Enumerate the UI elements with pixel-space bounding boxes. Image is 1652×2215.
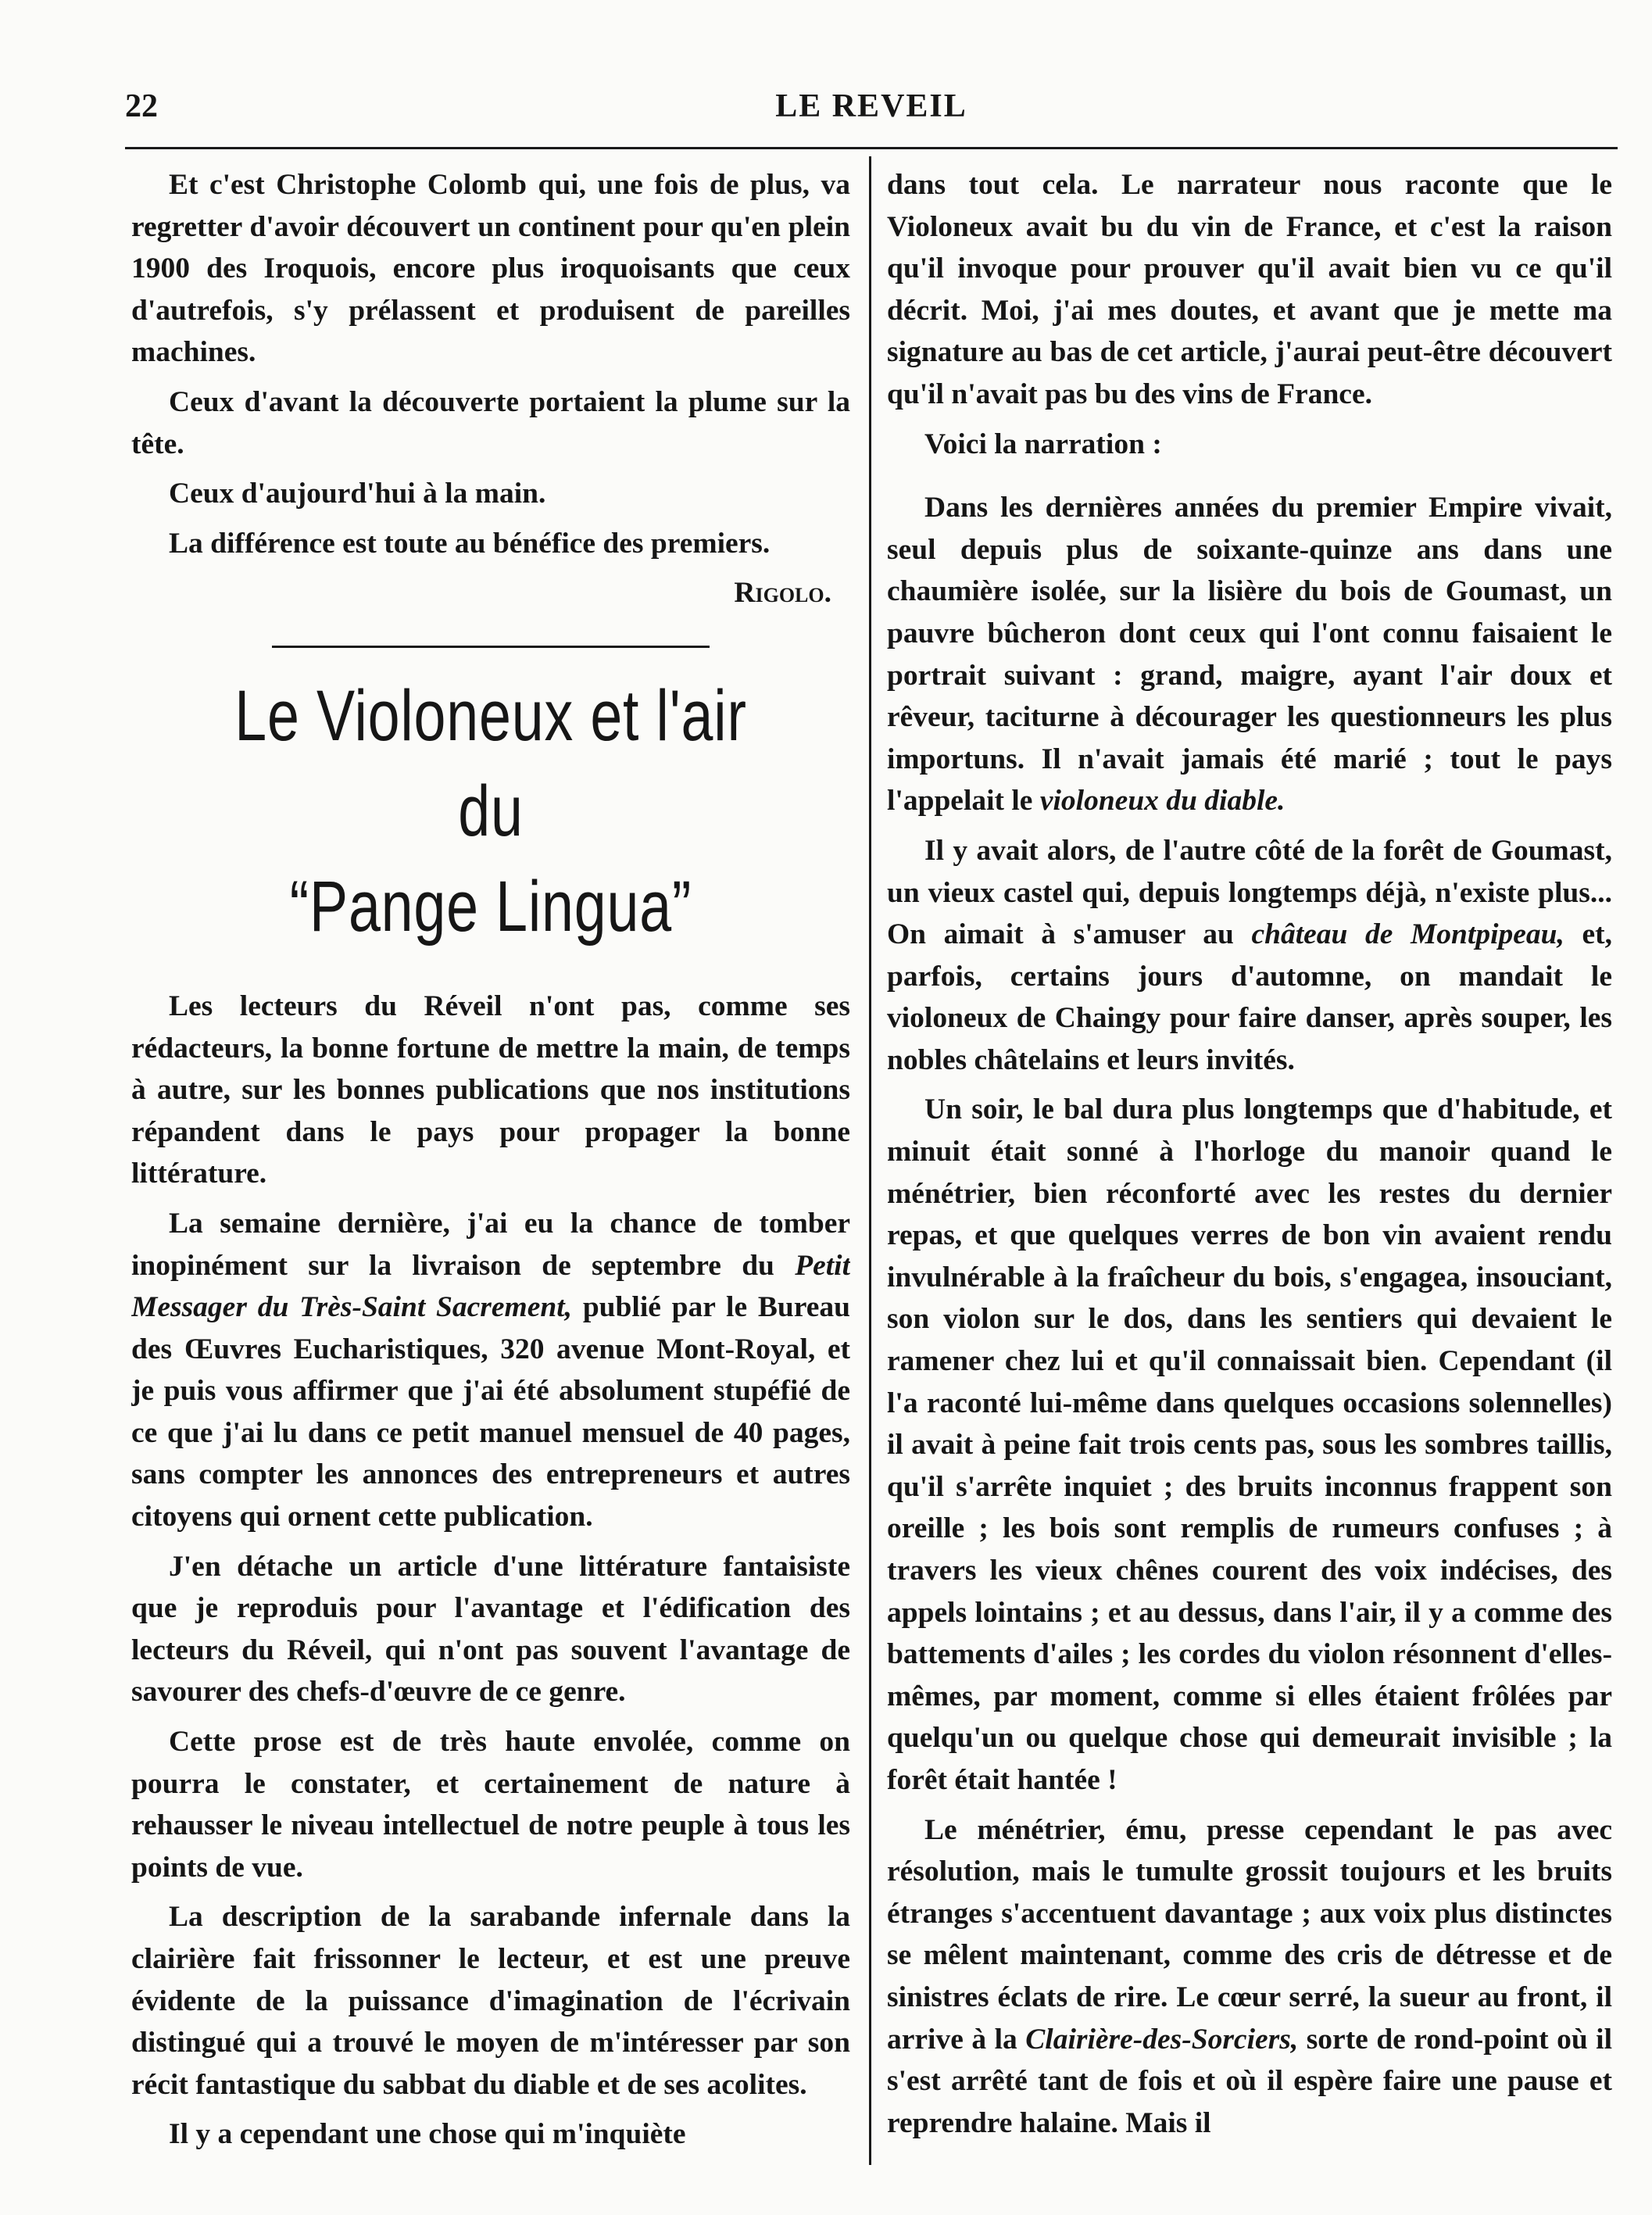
narration-paragraph	[887, 830, 1612, 1082]
article-paragraph	[131, 1203, 850, 1538]
narration-paragraph: Un soir, le bal dura plus longtemps que d'habitude, et minuit était sonné à l'horloge du manoir quand le ménétrier, bien réconforté avec les restes du dernier repas, et que quelques verres de bon vin avaient rendu invulnérable à la fraîcheur du bois, s'engagea, insouciant, son violon sur le dos, dans les sentiers qui devaient le ramener chez lui et qu'il connaissait bien. Cependant (il l'a raconté lui-même dans quelques occasions solennelles) il avait à peine fait trois cents pas, sous les sombres taillis, qu'il s'arrête inquiet ; des bruits inconnus frappent son oreille ; les bois sont remplis de rumeurs confuses ; à travers les vieux chênes courent des voix indécises, des appels lointains ; et au dessus, dans l'air, il y a comme des battements d'ailes ; les cordes du violon résonnent d'elles-mêmes, par moment, comme si elles étaient frôlées par quelqu'un ou quelque chose qui demeurait invisible ; la forêt était hantée !	[887, 1093, 1612, 1796]
article-paragraph: Les lecteurs du Réveil n'ont pas, comme ses rédacteurs, la bonne fortune de mettre la main, de temps à autre, sur les bonnes publications que nos institutions répandent dans le pays pour propager la bonne littérature.	[131, 989, 850, 1190]
header-rule	[125, 147, 1618, 149]
page-number: 22	[125, 88, 158, 124]
column-divider	[869, 156, 871, 2165]
paragraph-text: publié par le Bureau des Œuvres Eucharistiques, 320 avenue Mont-Royal, et je puis vous affirmer que j'ai été absolument stupéfié de ce que j'ai lu dans ce petit manuel mensuel de 40 pages, sans compter les annonces des entrepreneurs et autres citoyens qui ornent cette publication.	[131, 1291, 850, 1533]
publication-title: Petit Messager du Très-Saint Sacrement,	[131, 1249, 850, 1324]
italic-place-name: Clairière-des-Sorciers,	[1025, 2023, 1299, 2056]
article-paragraph: Cette prose est de très haute envolée, comme on pourra le constater, et certainement de nature à rehausser le niveau intellectuel de notre peuple à tous les points de vue.	[131, 1726, 850, 1884]
closing-paragraph: Ceux d'aujourd'hui à la main.	[169, 478, 546, 510]
article-title-line-2: “Pange Lingua”	[289, 866, 692, 946]
article-paragraph: J'en détache un article d'une littérature fantaisiste que je reproduis pour l'avantage et l'édification des lecteurs du Réveil, qui n'ont pas souvent l'avantage de savourer des chefs-d'œuvre de ce genre.	[131, 1550, 850, 1709]
page-header	[125, 88, 1618, 134]
author-signature: Rigolo.	[734, 577, 831, 610]
paragraph-text: Dans les dernières années du premier Empire vivait, seul depuis plus de soixante-quinze ans dans une chaumière isolée, sur la lisière du bois de Goumast, un pauvre bûcheron dont ceux qui l'ont connu faisaient le portrait suivant : grand, maigre, ayant l'air doux et rêveur, taciturne à décourager les questionneurs les plus importuns. Il n'avait jamais été marié ; tout le pays l'appelait le	[887, 492, 1612, 818]
paragraph-text: Le ménétrier, ému, presse cependant le pas avec résolution, mais le tumulte grossit toujours et les bruits étranges s'accentuent davantage ; aux voix plus distinctes se mêlent maintenant, comme des cris de détresse et de sinistres éclats de rire. Le cœur serré, la sueur au front, il arrive à la	[887, 1813, 1612, 2056]
right-column	[887, 164, 1612, 2165]
closing-paragraph: Et c'est Christophe Colomb qui, une fois de plus, va regretter d'avoir découvert un continent pour qu'en plein 1900 des Iroquois, encore plus iroquoisants que ceux d'autrefois, s'y prélassent et produisent de pareilles machines.	[131, 169, 850, 369]
article-paragraph: Voici la narration :	[924, 428, 1162, 460]
paragraph-text: Il y avait alors, de l'autre côté de la forêt de Goumast, un vieux castel qui, depuis longtemps déjà, n'existe plus... On aimait à s'amuser au	[887, 834, 1612, 951]
narration-paragraph	[887, 1809, 1612, 2145]
closing-paragraph: Ceux d'avant la découverte portaient la plume sur la tête.	[131, 385, 850, 460]
continued-paragraph: dans tout cela. Le narrateur nous raconte que le Violoneux avait bu du vin de France, et c'est la raison qu'il invoque pour prouver qu'il avait bien vu ce qu'il décrit. Moi, j'ai mes doutes, et avant que je mette ma signature au bas de cet article, j'aurai peut-être découvert qu'il n'avait pas bu des vins de France.	[887, 169, 1612, 410]
article-paragraph: La description de la sarabande infernale dans la clairière fait frissonner le lecteur, et est une preuve évidente de la puissance d'imagination de l'écrivain distingué qui a trouvé le moyen de m'intéresser par son récit fantastique du sabbat du diable et de ses acolites.	[131, 1901, 850, 2101]
italic-place-name: château de Montpipeau,	[1251, 918, 1564, 951]
italic-phrase: violoneux du diable.	[1039, 785, 1285, 818]
paragraph-text: et, parfois, certains jours d'automne, on mandait le violoneux de Chaingy pour faire danser, après souper, les nobles châtelains et leurs invités.	[887, 918, 1612, 1076]
article-paragraph: Il y a cependant une chose qui m'inquiète	[169, 2118, 686, 2151]
article-title	[203, 668, 778, 954]
paragraph-text: sorte de rond-point où il s'est arrêté tant de fois et où il espère faire une pause et reprendre halaine. Mais il	[887, 2023, 1612, 2139]
spacer	[887, 473, 1612, 487]
left-column	[131, 164, 850, 2165]
article-title-line-1: Le Violoneux et l'air du	[234, 675, 747, 851]
paragraph-text: La semaine dernière, j'ai eu la chance de tomber inopinément sur la livraison de septembre du	[131, 1207, 850, 1282]
narration-paragraph	[887, 487, 1612, 822]
running-title: LE REVEIL	[775, 88, 967, 124]
title-separator-rule	[272, 646, 710, 648]
closing-paragraph: La différence est toute au bénéfice des premiers.	[169, 527, 771, 560]
